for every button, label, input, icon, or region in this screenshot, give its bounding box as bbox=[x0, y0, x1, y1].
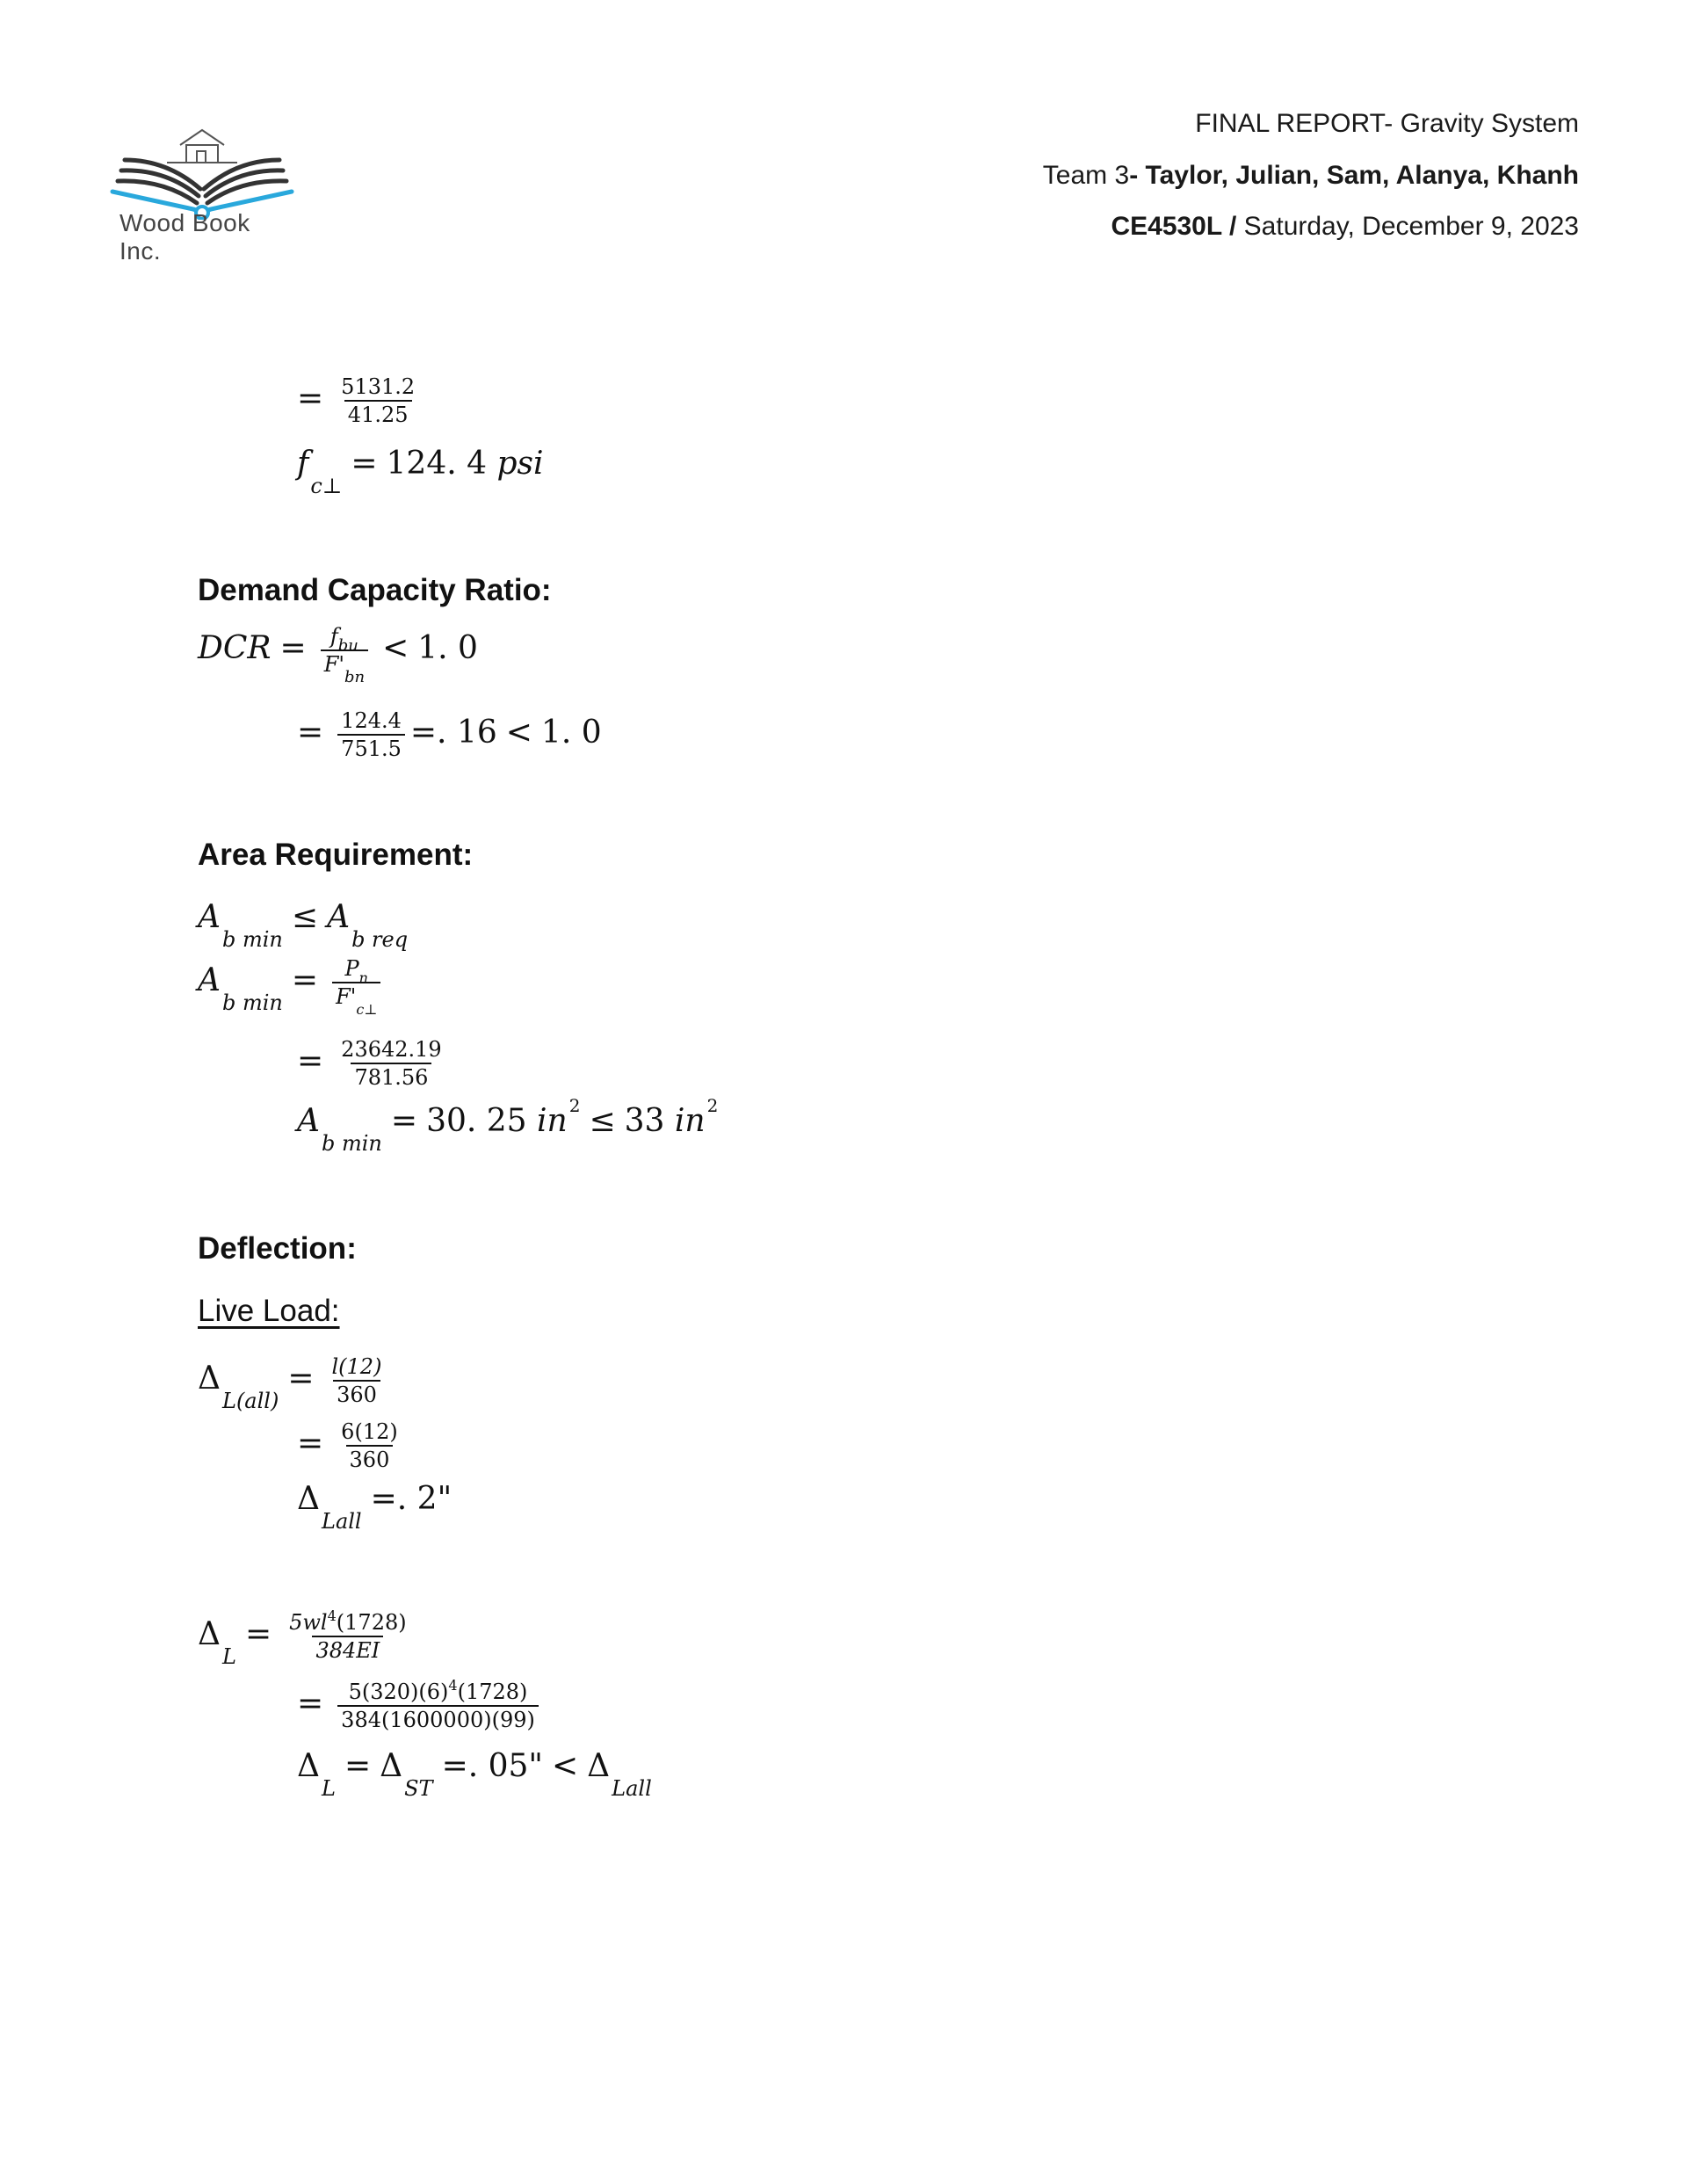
fraction-denominator: 384EI bbox=[312, 1636, 383, 1661]
symbol: A bbox=[198, 899, 221, 935]
delta-symbol: Δ bbox=[198, 1360, 221, 1397]
result: =. 05" bbox=[441, 1748, 543, 1784]
allowable-fraction bbox=[329, 1356, 386, 1405]
exponent: 4 bbox=[448, 1677, 458, 1694]
numerator-part: (1728) bbox=[336, 1610, 407, 1635]
fraction-denominator: 384(1600000)(99) bbox=[337, 1705, 539, 1731]
symbol: A bbox=[297, 1103, 320, 1139]
company-logo bbox=[105, 105, 299, 265]
allowable-value-fraction bbox=[337, 1421, 402, 1470]
limit: 33 bbox=[624, 1103, 665, 1139]
subscript: b req bbox=[351, 927, 409, 952]
open-book-icon bbox=[105, 105, 299, 220]
unit: in bbox=[674, 1103, 706, 1139]
delta-symbol: Δ bbox=[380, 1748, 403, 1784]
subscript: ST bbox=[404, 1776, 433, 1801]
dcr-value-line: = $\frac{124.4}{751.5}$ =. 16 < 1. 0 bbox=[297, 708, 602, 761]
area-fraction bbox=[332, 956, 380, 1018]
fraction-denominator: 360 bbox=[333, 1380, 380, 1405]
team-label: Team 3 bbox=[1042, 161, 1130, 190]
area-value-fraction bbox=[337, 1039, 445, 1088]
subscript: bu bbox=[337, 636, 358, 655]
limit: 1. 0 bbox=[540, 715, 602, 751]
symbol: f bbox=[297, 446, 309, 482]
fraction-numerator: 6(12) bbox=[341, 1419, 398, 1444]
subscript: b min bbox=[222, 927, 283, 952]
fraction-numerator: 23642.19 bbox=[341, 1037, 442, 1062]
subscript: L bbox=[222, 1644, 236, 1669]
allowable-deflection-result bbox=[297, 1481, 453, 1534]
area-formula-line: $A_{b min}=$ $\frac{P_n}{F'_{c\perp}}$ bbox=[198, 958, 386, 1007]
fraction-numerator: 5131.2 bbox=[341, 374, 416, 399]
numerator-part: 5(320)(6) bbox=[348, 1680, 449, 1704]
subscript: c⊥ bbox=[356, 1001, 378, 1018]
dcr-value-fraction bbox=[337, 710, 405, 759]
dcr-fraction bbox=[321, 624, 368, 686]
result: =. 2" bbox=[370, 1481, 453, 1517]
subscript: c⊥ bbox=[310, 474, 343, 498]
report-date: Saturday, December 9, 2023 bbox=[1236, 212, 1579, 241]
team-line bbox=[1043, 161, 1579, 191]
dcr-result: =. 16 bbox=[409, 715, 497, 751]
live-deflection-formula: $\Delta_L=$ $\frac{5wl^4(1728)}{384EI}$ bbox=[198, 1612, 416, 1661]
course-line bbox=[1111, 212, 1579, 242]
symbol: F' bbox=[336, 984, 357, 1009]
value: 124. 4 bbox=[386, 446, 497, 482]
exponent: 4 bbox=[327, 1607, 337, 1624]
live-deflection-result: $\Delta_L= \Delta_{ST}=$. 05" < $\Delta_{Lall}$ bbox=[297, 1748, 652, 1801]
numerator-part: (1728) bbox=[457, 1680, 528, 1704]
symbol: P bbox=[344, 956, 359, 981]
symbol: f bbox=[329, 624, 338, 649]
symbol: F' bbox=[323, 652, 344, 677]
live-load-label: Live Load: bbox=[198, 1294, 340, 1328]
subscript: b min bbox=[322, 1131, 382, 1156]
area-result-line: $A_{b min}= 30$. 25 in $^2$ ≤ 33 in $^2$ bbox=[297, 1095, 719, 1156]
section-heading-deflection: Deflection: bbox=[198, 1231, 357, 1266]
symbol: A bbox=[327, 899, 351, 935]
report-title-text: FINAL REPORT- Gravity System bbox=[1195, 109, 1579, 138]
delta-symbol: Δ bbox=[297, 1748, 320, 1784]
section-heading-area: Area Requirement: bbox=[198, 838, 474, 872]
fraction-denominator: 41.25 bbox=[344, 400, 412, 425]
allowable-deflection-value: = $\frac{6(12)}{360}$ bbox=[297, 1421, 407, 1470]
company-name: Wood Book Inc. bbox=[119, 209, 250, 265]
delta-symbol: Δ bbox=[297, 1481, 320, 1517]
subscript: Lall bbox=[322, 1509, 362, 1534]
subscript: L(all) bbox=[222, 1389, 279, 1413]
limit: 1. 0 bbox=[417, 630, 478, 666]
subscript: bn bbox=[344, 668, 366, 686]
delta-symbol: Δ bbox=[198, 1616, 221, 1652]
fraction-denominator: 781.56 bbox=[351, 1063, 431, 1088]
dcr-symbol: DCR bbox=[198, 630, 272, 666]
bearing-fraction bbox=[337, 376, 418, 425]
unit: psi bbox=[496, 446, 544, 482]
area-inequality-line: $A_{b min}\le A_{b req}$ bbox=[198, 899, 409, 952]
subscript: Lall bbox=[612, 1776, 652, 1801]
exponent: 2 bbox=[568, 1095, 581, 1116]
numerator-part: 5wl bbox=[289, 1610, 328, 1635]
section-heading-dcr: Demand Capacity Ratio: bbox=[198, 573, 552, 607]
report-title bbox=[1195, 109, 1579, 139]
subscript: b min bbox=[222, 990, 283, 1015]
bearing-result-line: $f_{c\perp}= 124$. 4 psi bbox=[297, 446, 544, 498]
course-code: CE4530L / bbox=[1111, 212, 1237, 241]
subscript: L bbox=[322, 1776, 336, 1801]
exponent: 2 bbox=[706, 1095, 719, 1116]
subscript: n bbox=[358, 969, 368, 986]
fraction-numerator: l(12) bbox=[331, 1354, 382, 1379]
team-members: - Taylor, Julian, Sam, Alanya, Khanh bbox=[1129, 161, 1579, 190]
live-deflection-value-fraction bbox=[337, 1677, 539, 1732]
symbol: A bbox=[198, 962, 221, 998]
fraction-numerator: 124.4 bbox=[341, 708, 402, 733]
delta-symbol: Δ bbox=[587, 1748, 611, 1784]
live-deflection-value: = $\frac{5(320)(6)^4(1728)}{384(1600000)(99)}$ bbox=[297, 1681, 544, 1731]
area-value-line: = $\frac{23642.19}{781.56}$ bbox=[297, 1039, 451, 1088]
fraction-denominator: 751.5 bbox=[337, 734, 405, 759]
bearing-fraction-line: = $\frac{5131.2}{41.25}$ bbox=[297, 376, 424, 425]
value: 30. 25 bbox=[426, 1103, 527, 1139]
fraction-denominator: 360 bbox=[346, 1445, 394, 1470]
unit: in bbox=[537, 1103, 568, 1139]
dcr-formula-line: DCR = $\frac{f_{bu}}{F'_{bn}}$ < 1. 0 bbox=[198, 624, 478, 686]
allowable-deflection-formula: $\Delta_{L(all)}=$ $\frac{l(12)}{360}$ bbox=[198, 1356, 390, 1405]
